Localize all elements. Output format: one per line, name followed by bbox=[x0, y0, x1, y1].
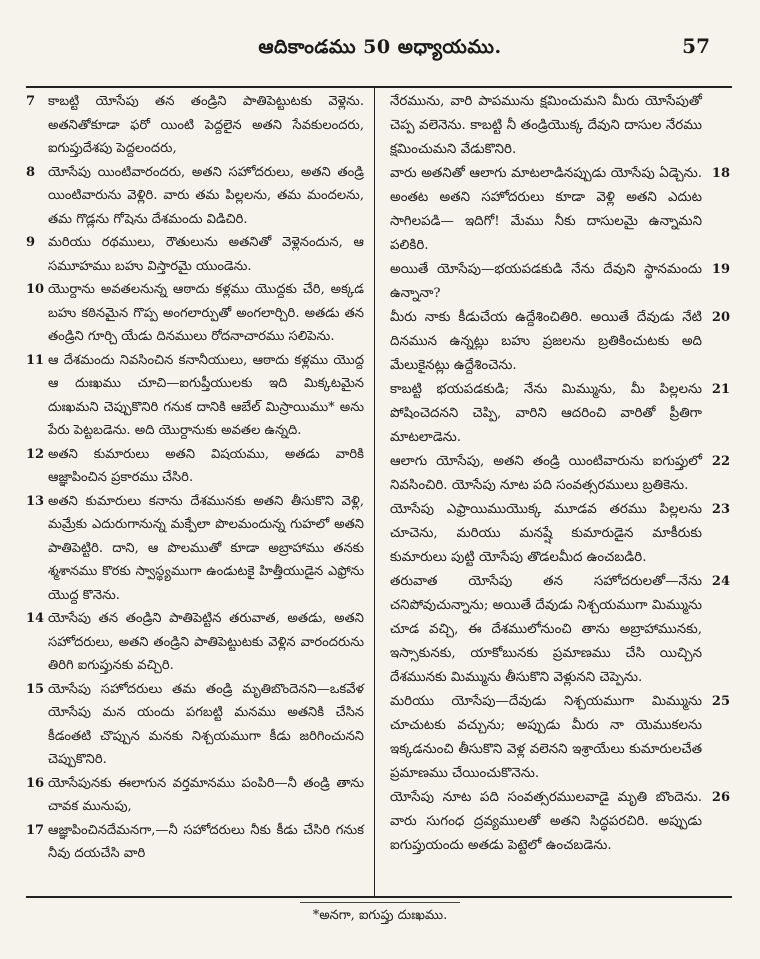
verse-block bbox=[380, 786, 730, 858]
verse-block bbox=[380, 90, 730, 162]
footnote: *అనగా, ఐగుప్తు దుఃఖము. bbox=[312, 908, 448, 923]
verse-block bbox=[26, 161, 370, 232]
verse-block bbox=[380, 378, 730, 450]
bottom-rule bbox=[26, 896, 732, 898]
verse-number: 18 bbox=[711, 166, 730, 181]
verse-text: మరియు రథములు, రౌతులును అతనితో వెళ్లెనందున, ఆ సమూహము బహు విస్తారమై యుండెను. bbox=[48, 235, 364, 274]
verse-number: 14 bbox=[26, 611, 45, 626]
verse-number: 19 bbox=[711, 262, 730, 277]
verse-block bbox=[380, 690, 730, 786]
verse-number: 24 bbox=[711, 574, 730, 589]
verse-text: యోసేపు సహోదరులు తమ తండ్రి మృతిబొందెనని—ఒకవేళ యోసేపు మన యందు పగబట్టి మనము అతనికి చేసిన కీడంతటి చొప్పున మనకు నిశ్చయముగా కీడు జరిగించునని చెప్పుకొనిరి. bbox=[48, 681, 364, 767]
verse-block bbox=[380, 258, 730, 306]
verse-number: 7 bbox=[26, 94, 36, 109]
verse-block bbox=[26, 490, 370, 608]
verse-block bbox=[26, 607, 370, 678]
verse-block bbox=[26, 278, 370, 349]
verse-text: కాబట్టి యోసేపు తన తండ్రిని పాతిపెట్టుటకు వెళ్లెను. అతనితోకూడా ఫరో యింటి పెద్దలైన అతని సేవకులందరు, ఐగుప్తుదేశపు పెద్దలందరు, bbox=[48, 94, 364, 156]
verse-block bbox=[26, 90, 370, 161]
verse-text: కాబట్టి భయపడకుడి; నేను మిమ్మును, మీ పిల్లలను పోషించెదనని చెప్పి, వారిని ఆదరించి వారితో ప్రీతిగా మాటలాడెను. bbox=[390, 382, 702, 445]
verse-block bbox=[380, 450, 730, 498]
verse-text: ఆజ్ఞాపించినదేమనగా,—నీ సహోదరులు నీకు కీడు చేసిరి గనుక నీవు దయచేసి వారి bbox=[48, 822, 364, 861]
verse-block bbox=[26, 349, 370, 443]
verse-text: వారు అతనితో ఆలాగు మాటలాడినప్పుడు యోసేపు ఏడ్చెను. అంతట అతని సహోదరులు కూడా వెళ్లి అతని ఎదుట సాగిలపడి— ఇదిగో! మేము నీకు దాసులమై ఉన్నామని పలికిరి. bbox=[390, 166, 702, 253]
verse-number: 16 bbox=[26, 775, 45, 791]
verse-number: 23 bbox=[711, 502, 730, 517]
verse-text: యోసేపు ఎఫ్రాయిముయొక్క మూడవ తరము పిల్లలను చూచెను, మరియు మనష్షే కుమారుడైన మాకీరుకు కుమారులు పుట్టి యోసేపు తొడలమీద ఉంచబడిరి. bbox=[390, 502, 702, 565]
verse-number: 11 bbox=[26, 352, 45, 368]
left-column bbox=[26, 90, 370, 866]
verse-text: యోసేపు యింటివారందరు, అతని సహోదరులు, అతని తండ్రి యింటివారును వెళ్లిరి. వారు తమ పిల్లలను, తమ మందలను, తమ గొడ్లను గోషెను దేశమందు విడిచిరి. bbox=[48, 164, 364, 227]
verse-number: 22 bbox=[711, 454, 730, 469]
verse-number: 15 bbox=[26, 681, 45, 697]
verse-text: తరువాత యోసేపు తన సహోదరులతో—నేను చనిపోవుచున్నాను; అయితే దేవుడు నిశ్చయముగా మిమ్మును చూడ వచ్చి, ఈ దేశములోనుంచి తాను అబ్రాహామునకు, ఇస్సాకునకు, యాకోబునకు ప్రమాణము చేసి యిచ్చిన దేశమునకు మిమ్మును తీసుకొని వెళ్లునని చెప్పెను. bbox=[390, 574, 702, 685]
verse-block bbox=[380, 498, 730, 570]
verse-text: అతని కుమారులు కనాను దేశమునకు అతని తీసుకొని వెళ్లి, మమ్రేకు ఎదురుగానున్న మక్పేలా పొలమందున్న గుహలో అతని పాతిపెట్టిరి. దాని, ఆ పొలముతో కూడా అబ్రాహాము తనకు శ్మశానము కొరకు స్వాస్థ్యముగా ఉండుటకై హిత్తీయుడైన ఎఫ్రోను యొద్ద కొనెను. bbox=[48, 493, 364, 603]
verse-block bbox=[380, 162, 730, 258]
verse-text: యోసేపు నూట పది సంవత్సరములవాడై మృతి బొందెను. వారు సుగంధ ద్రవ్యములతో అతని సిద్ధపరచిరి. అప్పుడు ఐగుప్తుయందు అతడు పెట్టెలో ఉంచబడెను. bbox=[390, 790, 702, 853]
verse-number: 13 bbox=[26, 493, 45, 509]
verse-text: యోసేపునకు ఈలాగున వర్తమానము పంపిరి—నీ తండ్రి తాను చావక మునుపు, bbox=[48, 775, 364, 814]
top-rule bbox=[26, 86, 732, 88]
verse-number: 8 bbox=[26, 164, 36, 180]
verse-block bbox=[26, 231, 370, 278]
verse-block bbox=[26, 443, 370, 490]
verse-number: 17 bbox=[26, 822, 45, 838]
column-divider bbox=[374, 88, 375, 896]
verse-block bbox=[26, 819, 370, 866]
verse-number: 25 bbox=[711, 694, 730, 709]
verse-block bbox=[380, 306, 730, 378]
verse-number: 12 bbox=[26, 446, 45, 462]
verse-number: 26 bbox=[711, 790, 730, 805]
verse-text: మీరు నాకు కీడుచేయ ఉద్దేశించితిరి. అయితే దేవుడు నేటి దినమున ఉన్నట్లు బహు ప్రజలను బ్రతికించుటకు అది మేలుకైనట్లు ఉద్దేశించెను. bbox=[390, 310, 702, 373]
page-number: 57 bbox=[682, 34, 710, 58]
verse-number: 9 bbox=[26, 235, 36, 250]
text-frame bbox=[26, 86, 732, 898]
verse-text: నేరమును, వారి పాపమును క్షమించుమని మీరు యోసేపుతో చెప్ప వలెనెను. కాబట్టి నీ తండ్రియొక్క దేవుని దాసుల నేరము క్షమించుమని వేడుకొనిరి. bbox=[390, 94, 702, 157]
verse-block bbox=[380, 570, 730, 690]
right-column bbox=[380, 90, 730, 858]
page-title: ఆదికాండము 50 అధ్యాయము. bbox=[258, 36, 502, 58]
verse-text: యొర్దాను అవతలనున్న ఆఠాదు కళ్లము యొద్దకు చేరి, అక్కడ బహు కఠినమైన గొప్ప అంగలార్పుతో అంగలార్చిరి. అతడు తన తండ్రిని గూర్చి యేడు దినములు రోదనాచారము సలిపెను. bbox=[48, 282, 364, 344]
verse-text: యోసేపు తన తండ్రిని పాతిపెట్టిన తరువాత, అతడు, అతని సహోదరులు, అతని తండ్రిని పాతిపెట్టుటకు వెళ్లిన వారందరును తిరిగి ఐగుప్తునకు వచ్చిరి. bbox=[48, 611, 364, 673]
verse-number: 10 bbox=[26, 282, 45, 297]
verse-number: 20 bbox=[711, 310, 730, 325]
footnote-rule bbox=[300, 902, 460, 903]
verse-text: మరియు యోసేపు—దేవుడు నిశ్చయముగా మిమ్మును చూచుటకు వచ్చును; అప్పుడు మీరు నా యెముకలను ఇక్కడనుంచి తీసుకొని వెళ్ల వలెనని ఇశ్రాయేలు కుమారులచేత ప్రమాణము చేయించుకొనెను. bbox=[390, 694, 702, 781]
verse-text: అయితే యోసేపు—భయపడకుడి నేను దేవుని స్థానమందు ఉన్నానా? bbox=[390, 262, 702, 301]
verse-text: అతని కుమారులు అతని విషయము, అతడు వారికి ఆజ్ఞాపించిన ప్రకారము చేసిరి. bbox=[48, 446, 364, 485]
verse-number: 21 bbox=[711, 382, 730, 397]
page-header bbox=[0, 0, 760, 80]
verse-block bbox=[26, 678, 370, 772]
verse-text: ఆలాగు యోసేపు, అతని తండ్రి యింటివారును ఐగుప్తులో నివసించిరి. యోసేపు నూట పది సంవత్సరములు బ్రతికెను. bbox=[390, 454, 702, 493]
verse-text: ఆ దేశమందు నివసించిన కనానీయులు, ఆఠాదు కళ్లము యొద్ద ఆ దుఃఖము చూచి—ఐగుప్తీయులకు ఇది మిక్కటమైన దుఃఖమని చెప్పుకొనిరి గనుక దానికి ఆబేల్ మిస్రాయిము* అను పేరు పెట్టబడెను. అది యొర్దానుకు అవతల ఉన్నది. bbox=[48, 352, 364, 438]
verse-block bbox=[26, 772, 370, 819]
